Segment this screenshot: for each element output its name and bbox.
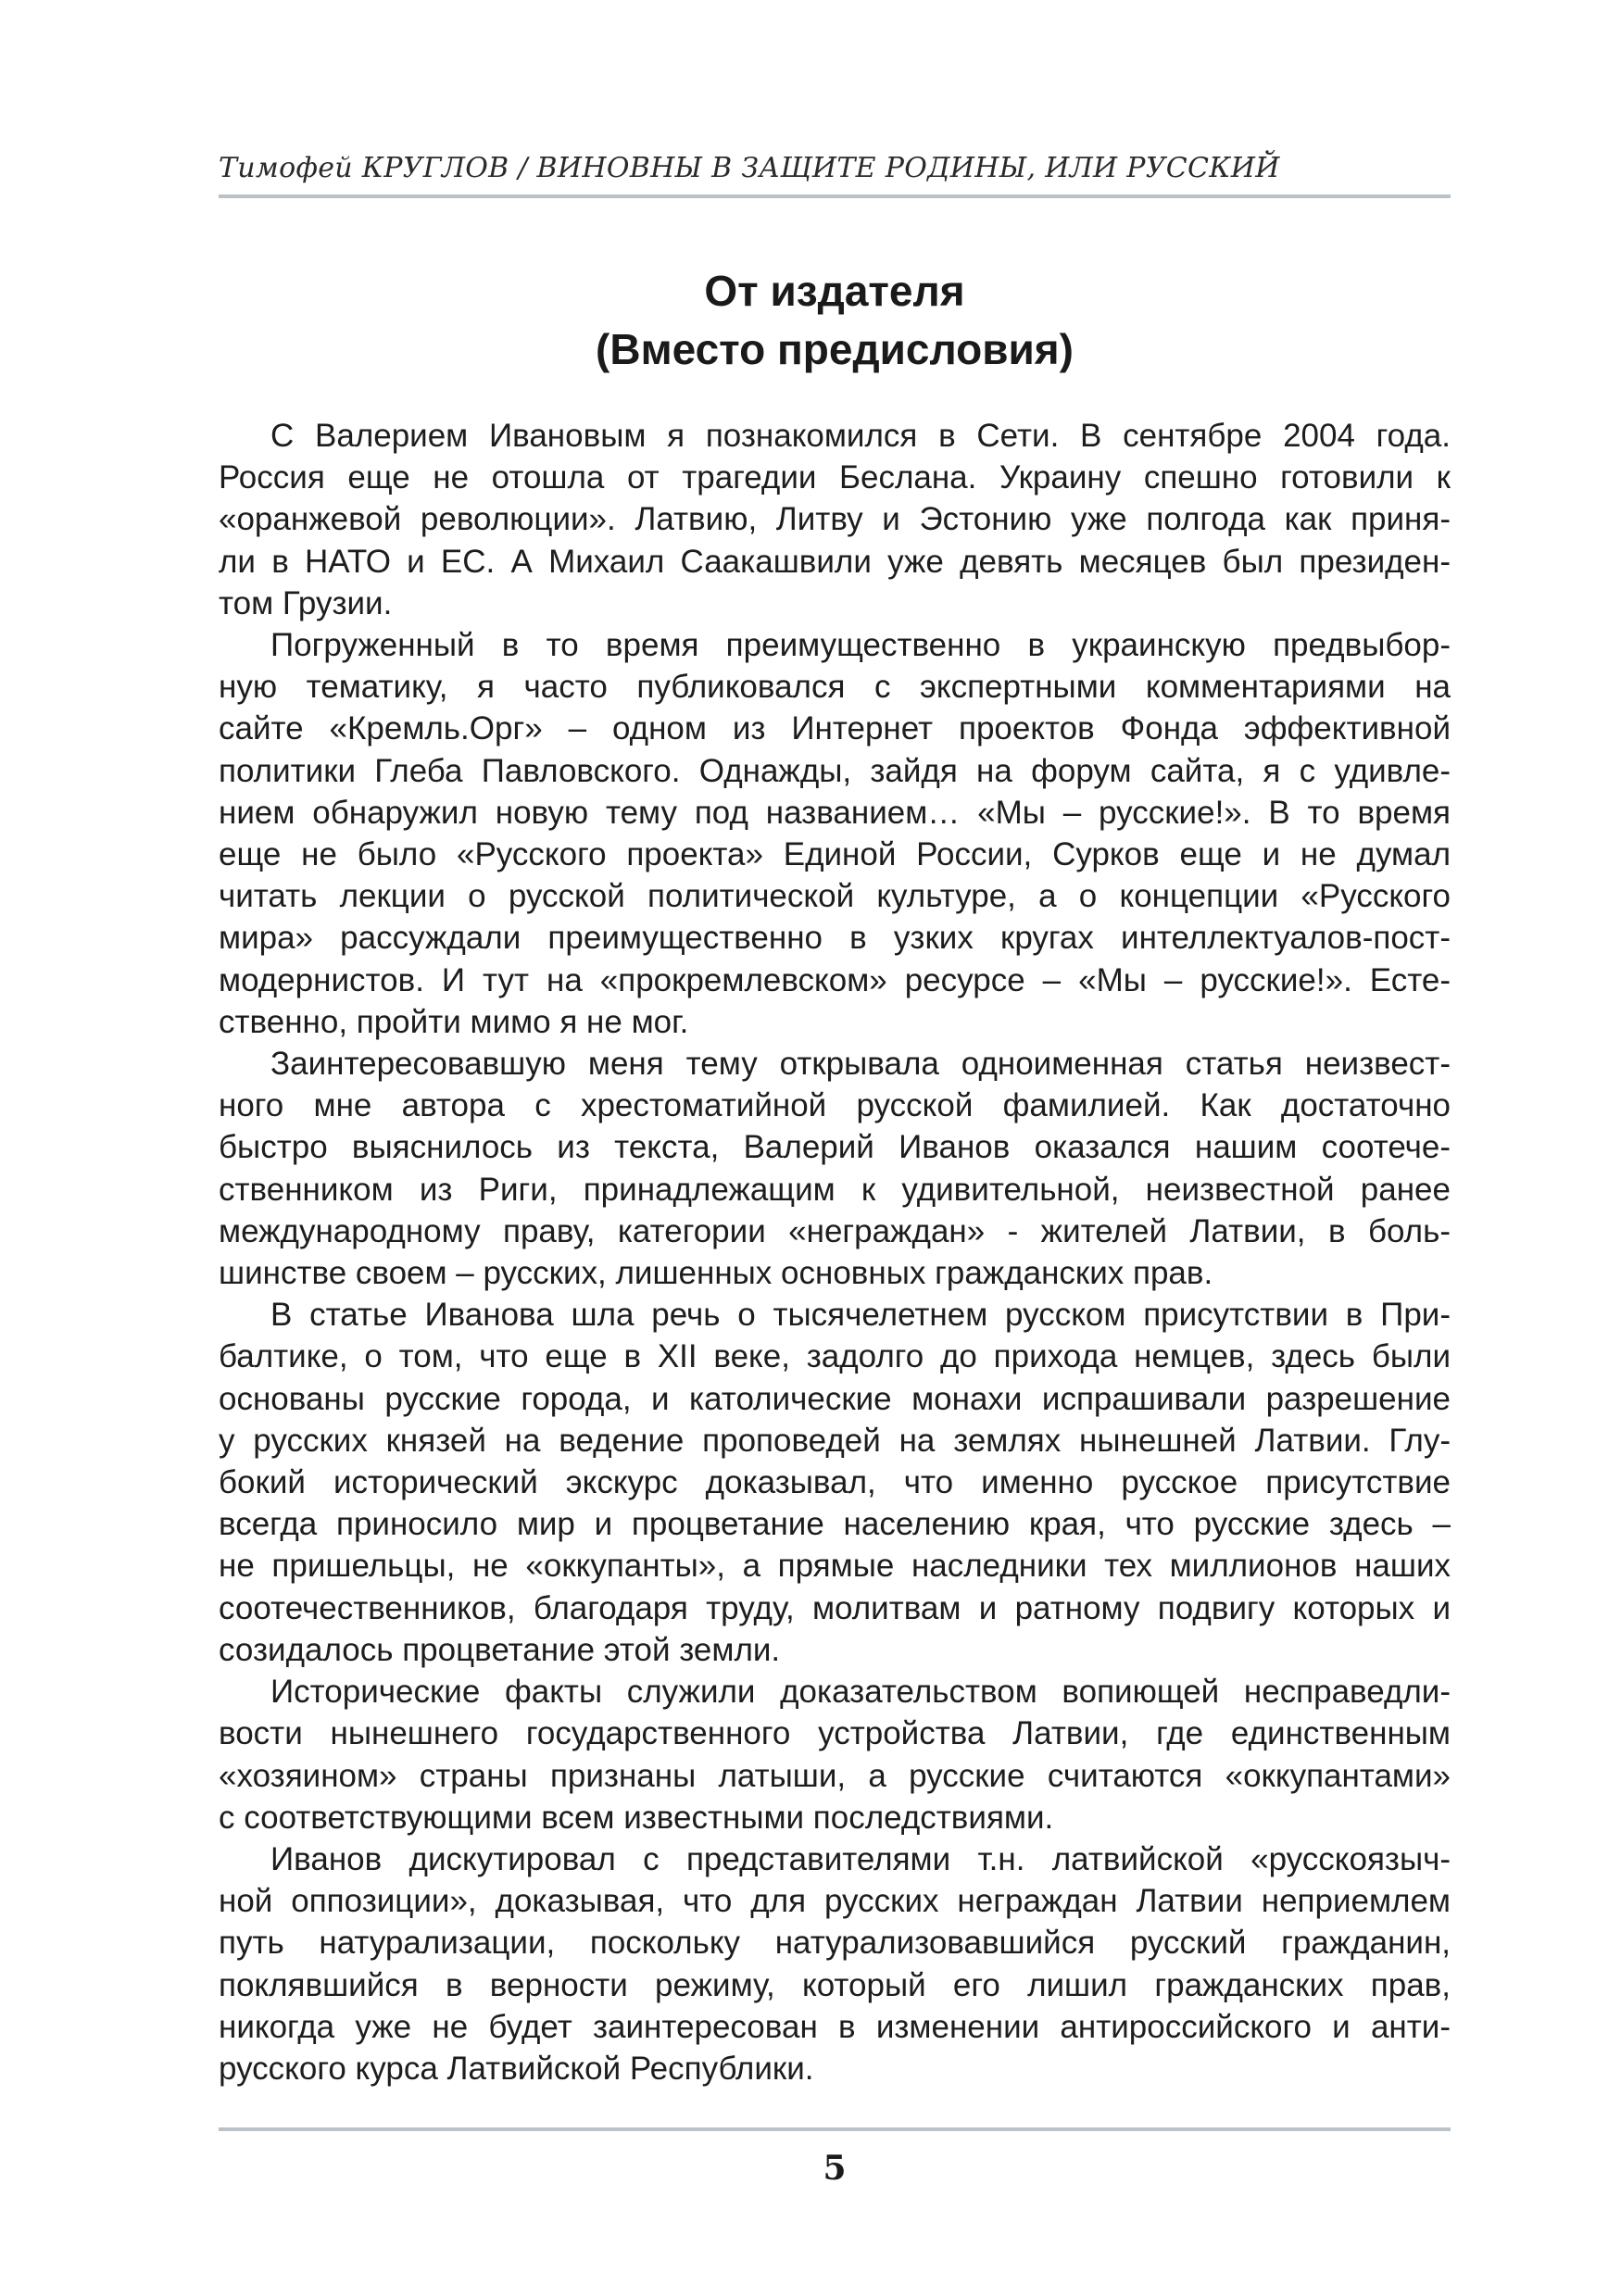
text-line: Исторические факты служили доказательством вопиющей несправедли-	[270, 1674, 1451, 1711]
text-line: не пришельцы, не «оккупанты», а прямые наследники тех миллионов наших	[219, 1548, 1451, 1585]
text-line: международному праву, категории «неграждан» - жителей Латвии, в боль-	[219, 1212, 1451, 1249]
paragraph	[219, 1294, 1451, 1671]
text-line: «оранжевой революции». Латвию, Литву и Эстонию уже полгода как приня-	[219, 501, 1451, 538]
text-line: всегда приносило мир и процветание населению края, что русские здесь –	[219, 1506, 1451, 1543]
text-line: модернистов. И тут на «прокремлевском» ресурсе – «Мы – русские!». Есте-	[219, 961, 1451, 998]
text-line: В статье Иванова шла речь о тысячелетнем русском присутствии в При-	[270, 1297, 1451, 1334]
paragraph	[219, 1043, 1451, 1294]
header-divider	[219, 194, 1451, 198]
text-line: «хозяином» страны признаны латыши, а русские считаются «оккупантами»	[219, 1757, 1451, 1794]
running-header: Тимофей КРУГЛОВ / ВИНОВНЫ В ЗАЩИТЕ РОДИНЫ, ИЛИ РУССКИЙ	[219, 152, 1280, 184]
paragraph	[219, 1671, 1451, 1838]
text-line: никогда уже не будет заинтересован в изменении антироссийского и анти-	[219, 2008, 1451, 2045]
chapter-title	[219, 262, 1451, 379]
paragraph	[219, 624, 1451, 1043]
text-line: у русских князей на ведение проповедей на землях нынешней Латвии. Глу-	[219, 1422, 1451, 1459]
text-line: ственно, пройти мимо я не мог.	[219, 1003, 689, 1040]
text-line: читать лекции о русской политической культуре, а о концепции «Русского	[219, 878, 1451, 915]
text-line: шинстве своем – русских, лишенных основных гражданских прав.	[219, 1255, 1213, 1292]
text-line: соотечественников, благодаря труду, молитвам и ратному подвигу которых и	[219, 1589, 1451, 1626]
text-line: нием обнаружил новую тему под названием… «Мы – русские!». В то время	[219, 794, 1451, 831]
text-line: созидалось процветание этой земли.	[219, 1631, 781, 1668]
chapter-title-line-1: От издателя	[704, 267, 965, 315]
paragraph	[219, 1838, 1451, 2089]
text-line: путь натурализации, поскольку натурализовавшийся русский гражданин,	[219, 1925, 1451, 1962]
text-line: сайте «Кремль.Орг» – одном из Интернет проектов Фонда эффективной	[219, 710, 1451, 747]
text-line: Заинтересовавшую меня тему открывала одноименная статья неизвест-	[270, 1046, 1451, 1083]
footer-divider	[219, 2127, 1451, 2131]
body-text	[219, 415, 1451, 2089]
text-line: бокий исторический экскурс доказывал, что именно русское присутствие	[219, 1464, 1451, 1501]
text-line: балтике, о том, что еще в XII веке, задолго до прихода немцев, здесь были	[219, 1338, 1451, 1375]
text-line: С Валерием Ивановым я познакомился в Сети. В сентябре 2004 года.	[270, 418, 1451, 454]
page-number: 5	[823, 2149, 847, 2188]
text-line: поклявшийся в верности режиму, который его лишил гражданских прав,	[219, 1966, 1451, 2003]
text-line: ного мне автора с хрестоматийной русской фамилией. Как достаточно	[219, 1087, 1451, 1124]
text-line: Иванов дискутировал с представителями т.н. латвийской «русскоязыч-	[270, 1840, 1451, 1877]
text-line: Погруженный в то время преимущественно в украинскую предвыбор-	[270, 627, 1451, 664]
text-line: ли в НАТО и ЕС. А Михаил Саакашвили уже девять месяцев был президен-	[219, 543, 1451, 580]
text-line: основаны русские города, и католические монахи испрашивали разрешение	[219, 1380, 1451, 1417]
text-line: ственником из Риги, принадлежащим к удивительной, неизвестной ранее	[219, 1171, 1451, 1208]
text-line: политики Глеба Павловского. Однажды, зайдя на форум сайта, я с удивле-	[219, 752, 1451, 789]
text-line: ной оппозиции», доказывая, что для русских неграждан Латвии неприемлем	[219, 1883, 1451, 1920]
paragraph	[219, 415, 1451, 624]
text-line: вости нынешнего государственного устройства Латвии, где единственным	[219, 1715, 1451, 1752]
text-line: русского курса Латвийской Республики.	[219, 2050, 814, 2087]
text-line: с соответствующими всем известными последствиями.	[219, 1799, 1054, 1836]
text-line: мира» рассуждали преимущественно в узких кругах интеллектуалов-пост-	[219, 920, 1451, 957]
text-line: том Грузии.	[219, 584, 393, 621]
text-line: быстро выяснилось из текста, Валерий Иванов оказался нашим соотече-	[219, 1129, 1451, 1166]
text-line: Россия еще не отошла от трагедии Беслана. Украину спешно готовили к	[219, 459, 1451, 496]
text-line: ную тематику, я часто публиковался с экспертными комментариями на	[219, 669, 1451, 706]
text-line: еще не было «Русского проекта» Единой России, Сурков еще и не думал	[219, 836, 1451, 873]
chapter-title-line-2: (Вместо предисловия)	[596, 325, 1074, 373]
